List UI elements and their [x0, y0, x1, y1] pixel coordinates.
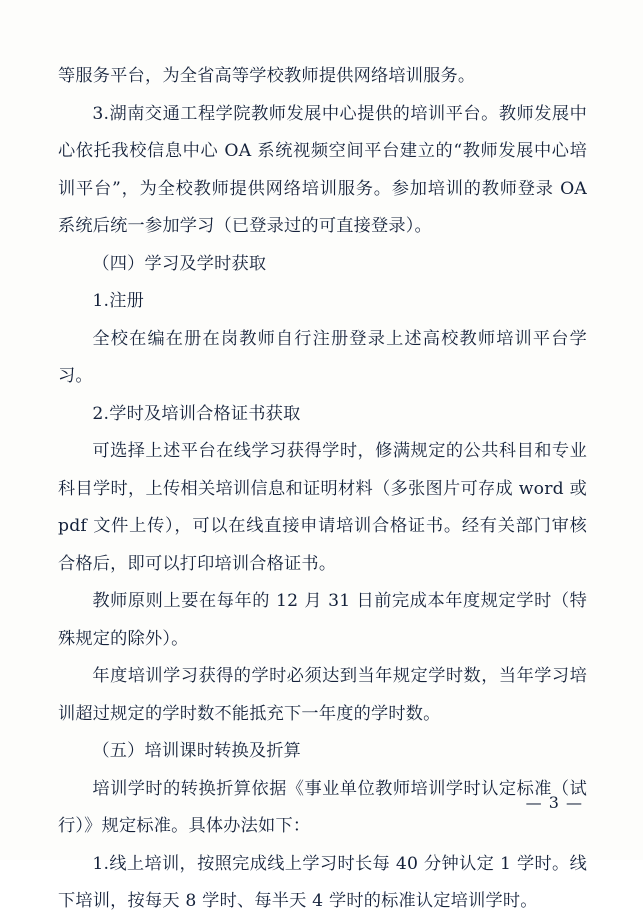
- section-heading: （五）培训课时转换及折算: [92, 741, 302, 761]
- list-item-heading: 1.注册: [92, 291, 144, 311]
- paragraph: 年度培训学习获得的学时必须达到当年规定学时数，当年学习培训超过规定的学时数不能抵充下一年度的学时数。: [58, 666, 587, 724]
- paragraph: 3.湖南交通工程学院教师发展中心提供的培训平台。教师发展中心依托我校信息中心 OA 系统视频空间平台建立的“教师发展中心培训平台”，为全校教师提供网络培训服务。参加培训的教师登录 OA 系统后统一参加学习（已登录过的可直接登录）。: [58, 103, 587, 236]
- page-number: — 3 —: [525, 793, 583, 812]
- paragraph: 培训学时的转换折算依据《事业单位教师培训学时认定标准（试行）》规定标准。具体办法如下：: [58, 778, 587, 836]
- section-heading: （四）学习及学时获取: [92, 253, 267, 274]
- paragraph: 1.线上培训，按照完成线上学习时长每 40 分钟认定 1 学时。线下培训，按每天 8 学时、每半天 4 学时的标准认定培训学时。: [58, 853, 587, 911]
- paragraph: 可选择上述平台在线学习获得学时，修满规定的公共科目和专业科目学时，上传相关培训信息和证明材料（多张图片可存成 word 或 pdf 文件上传），可以在线直接申请培训合格证书。经有关部门审核合格后，即可以打印培训合格证书。: [58, 441, 587, 574]
- paragraph: 全校在编在册在岗教师自行注册登录上述高校教师培训平台学习。: [58, 328, 587, 386]
- list-item-heading: 2.学时及培训合格证书获取: [92, 403, 301, 424]
- paragraph: 等服务平台，为全省高等学校教师提供网络培训服务。: [58, 66, 476, 86]
- document-body: [58, 58, 587, 921]
- paragraph: 教师原则上要在每年的 12 月 31 日前完成本年度规定学时（特殊规定的除外）。: [58, 591, 587, 649]
